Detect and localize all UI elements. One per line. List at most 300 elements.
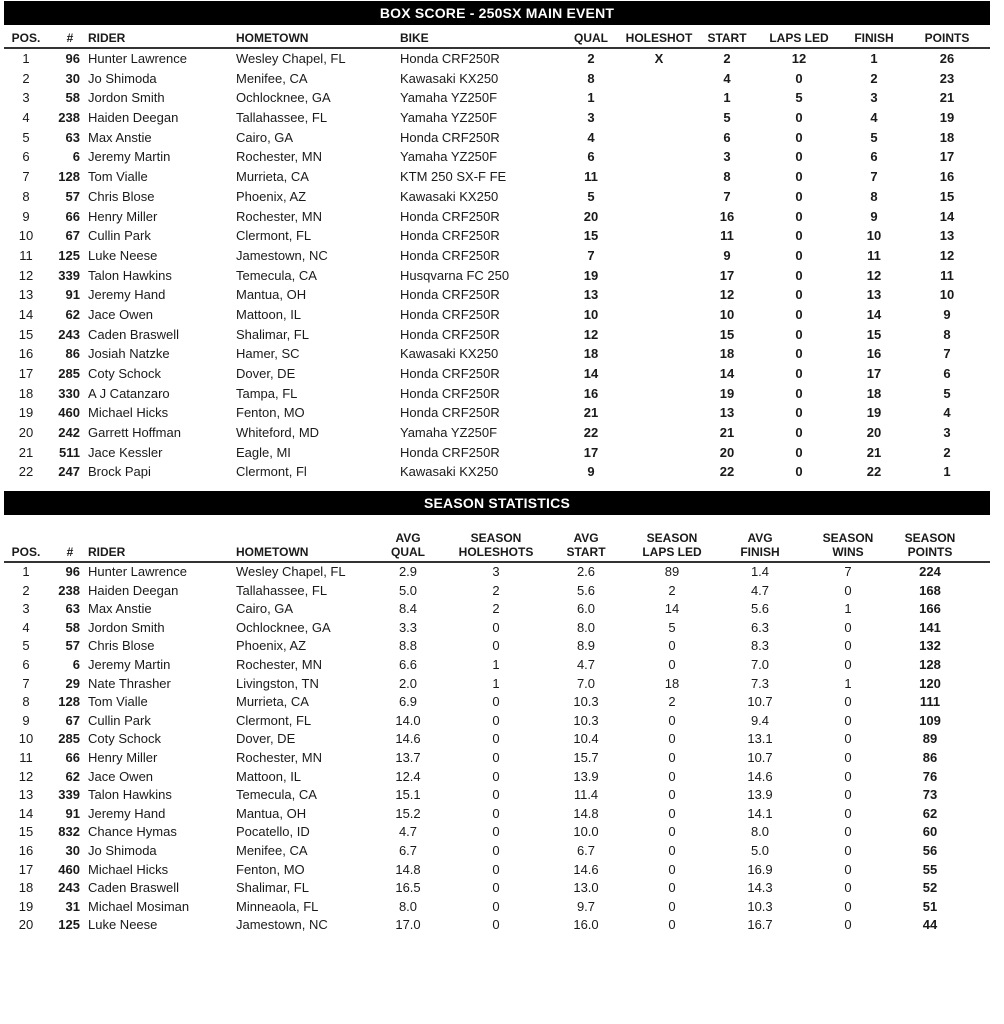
cell-hometown: Tallahassee, FL [236,110,328,126]
cell-rider: Garrett Hoffman [88,425,181,441]
col-header-season-wins [816,531,880,559]
cell-bike: Honda CRF250R [400,287,500,303]
cell-avg-finish: 14.1 [747,805,773,821]
header-line-1: AVG [573,531,599,545]
col-header-bike: BIKE [400,31,429,45]
cell-pos: 6 [22,656,30,672]
cell-season-points: 89 [922,731,938,747]
cell-season-laps-led: 0 [668,787,676,803]
cell-hometown: Temecula, CA [236,267,317,283]
cell-hometown: Jamestown, NC [236,247,328,263]
col-header-rider: RIDER [88,31,126,45]
cell-pos: 8 [22,188,30,204]
cell-avg-finish: 8.0 [750,824,770,840]
cell-pos: 7 [22,675,30,691]
cell-avg-start: 10.4 [573,731,599,747]
cell-pos: 2 [22,70,30,86]
cell-hometown: Hamer, SC [236,346,300,362]
cell-laps-led: 0 [795,70,803,86]
cell-finish: 9 [870,208,878,224]
cell-rider: Jace Owen [88,306,154,322]
cell-points: 16 [939,169,955,185]
cell-avg-finish: 5.6 [750,601,770,617]
cell-points: 14 [939,208,955,224]
season-stats-table-body [4,563,990,935]
header-line-1: SEASON [822,531,874,545]
cell-number: 96 [65,51,80,66]
cell-points: 12 [939,247,955,263]
cell-rider: Luke Neese [88,917,158,933]
cell-pos: 1 [22,564,30,579]
cell-qual: 19 [583,267,599,283]
cell-bike: Kawasaki KX250 [400,464,499,480]
cell-pos: 19 [18,405,34,421]
cell-avg-finish: 7.3 [750,675,770,691]
cell-laps-led: 0 [795,405,803,421]
cell-laps-led: 0 [795,366,803,381]
cell-season-laps-led: 89 [664,564,680,579]
cell-number: 29 [65,675,80,691]
cell-number: 6 [72,149,80,165]
cell-hometown: Ochlocknee, GA [236,90,331,106]
cell-season-laps-led: 0 [668,731,676,747]
cell-start: 19 [719,385,735,401]
cell-number: 242 [58,425,80,441]
cell-qual: 7 [587,247,595,263]
col-header-avg-finish [730,531,790,559]
cell-finish: 19 [866,405,882,421]
cell-avg-qual: 14.0 [395,712,421,728]
cell-pos: 7 [22,169,30,185]
cell-hometown: Mattoon, IL [236,306,302,322]
cell-pos: 14 [18,306,34,322]
col-header-hometown: HOMETOWN [236,545,309,559]
cell-number: 58 [65,90,80,106]
cell-number: 66 [65,208,80,224]
cell-pos: 14 [18,805,34,821]
cell-season-wins: 0 [844,731,852,747]
cell-start: 10 [719,306,735,322]
cell-number: 58 [65,619,80,635]
cell-points: 1 [943,464,951,480]
cell-start: 15 [719,326,735,342]
table-row [4,805,990,824]
cell-number: 30 [65,842,80,858]
cell-bike: Honda CRF250R [400,366,500,381]
header-line-2: POINTS [907,545,953,559]
cell-rider: Jordon Smith [88,619,165,635]
cell-avg-finish: 9.4 [750,712,770,728]
cell-avg-finish: 14.3 [747,880,773,896]
cell-avg-qual: 3.3 [398,619,418,635]
cell-finish: 13 [866,287,882,303]
cell-points: 18 [939,129,955,145]
cell-season-wins: 0 [844,917,852,933]
cell-qual: 2 [587,51,595,66]
cell-hometown: Shalimar, FL [236,326,309,342]
cell-avg-start: 6.7 [576,842,596,858]
cell-pos: 9 [22,712,30,728]
cell-bike: Yamaha YZ250F [400,149,498,165]
cell-season-holeshots: 0 [492,619,500,635]
cell-rider: Chris Blose [88,638,155,654]
col-header-hometown: HOMETOWN [236,31,309,45]
cell-season-holeshots: 0 [492,768,500,784]
cell-pos: 11 [19,247,33,263]
cell-number: 247 [58,464,80,480]
cell-rider: Michael Mosiman [88,898,190,914]
cell-number: 460 [58,861,80,877]
col-header-qual: QUAL [574,31,608,45]
cell-bike: Honda CRF250R [400,306,500,322]
cell-season-wins: 0 [844,880,852,896]
cell-avg-start: 8.9 [576,638,596,654]
cell-season-wins: 1 [844,675,852,691]
cell-hometown: Pocatello, ID [236,824,310,840]
cell-hometown: Eagle, MI [236,444,291,460]
cell-points: 17 [939,149,955,165]
cell-start: 12 [719,287,735,303]
cell-hometown: Clermont, Fl [236,464,307,480]
cell-hometown: Tallahassee, FL [236,582,328,598]
cell-finish: 21 [866,444,882,460]
cell-rider: Jace Owen [88,768,154,784]
cell-avg-qual: 2.9 [398,564,418,579]
cell-bike: Kawasaki KX250 [400,70,499,86]
cell-pos: 12 [18,768,34,784]
cell-start: 17 [719,267,735,283]
cell-pos: 5 [22,638,30,654]
cell-bike: Honda CRF250R [400,385,500,401]
cell-qual: 11 [584,169,598,185]
cell-pos: 8 [22,694,30,710]
cell-start: 9 [723,247,731,263]
cell-season-points: 52 [922,880,938,896]
cell-rider: Michael Hicks [88,861,169,877]
cell-rider: Jo Shimoda [88,842,157,858]
cell-rider: Max Anstie [88,129,152,145]
cell-season-wins: 0 [844,787,852,803]
cell-number: 243 [58,326,80,342]
cell-finish: 16 [866,346,882,362]
cell-season-points: 128 [919,656,941,672]
cell-season-wins: 0 [844,749,852,765]
cell-start: 5 [723,110,731,126]
cell-season-holeshots: 2 [492,582,500,598]
cell-rider: Cullin Park [88,712,151,728]
cell-hometown: Dover, DE [236,366,296,381]
cell-pos: 2 [22,582,30,598]
cell-qual: 20 [583,208,599,224]
cell-season-wins: 0 [844,768,852,784]
cell-pos: 20 [18,917,34,933]
col-header-holeshot: HOLESHOT [625,31,693,45]
cell-bike: Honda CRF250R [400,228,500,244]
cell-avg-start: 2.6 [576,564,596,579]
cell-hometown: Whiteford, MD [236,425,320,441]
cell-rider: Henry Miller [88,208,158,224]
cell-rider: Josiah Natzke [88,346,170,362]
table-row [4,898,990,917]
cell-pos: 18 [18,880,34,896]
cell-points: 21 [939,90,955,106]
cell-laps-led: 0 [795,385,803,401]
cell-bike: Kawasaki KX250 [400,346,499,362]
cell-number: 339 [58,787,80,803]
cell-season-holeshots: 0 [492,712,500,728]
cell-season-holeshots: 2 [492,601,500,617]
header-line-1: AVG [395,531,421,545]
cell-laps-led: 0 [795,110,803,126]
cell-pos: 19 [18,898,34,914]
cell-rider: Talon Hawkins [88,787,172,803]
cell-season-points: 56 [922,842,938,858]
cell-season-wins: 0 [844,656,852,672]
table-row [4,364,990,384]
cell-pos: 13 [18,787,34,803]
cell-number: 86 [65,346,80,362]
cell-season-laps-led: 0 [668,880,676,896]
cell-start: 11 [720,228,734,244]
cell-pos: 10 [18,731,34,747]
box-score-header-row [4,30,990,49]
cell-avg-start: 14.8 [573,805,599,821]
table-row [4,207,990,227]
table-row [4,749,990,768]
table-row [4,861,990,880]
table-row [4,842,990,861]
cell-season-points: 44 [922,917,938,933]
table-row [4,226,990,246]
cell-pos: 16 [18,842,34,858]
box-score-table-body [4,49,990,482]
cell-season-wins: 0 [844,694,852,710]
cell-number: 285 [58,366,80,381]
cell-bike: Husqvarna FC 250 [400,267,510,283]
cell-number: 62 [65,306,80,322]
cell-points: 15 [939,188,955,204]
cell-number: 63 [65,601,80,617]
cell-points: 6 [943,366,951,381]
col-header-number: # [66,31,74,45]
table-row [4,344,990,364]
cell-bike: Kawasaki KX250 [400,188,499,204]
table-row [4,462,990,482]
cell-season-holeshots: 3 [492,564,500,579]
table-row [4,563,990,582]
cell-holeshot: X [654,51,664,66]
cell-season-laps-led: 0 [668,712,676,728]
cell-avg-qual: 13.7 [395,749,421,765]
cell-avg-start: 14.6 [573,861,599,877]
cell-points: 11 [940,267,954,283]
col-header-avg-start [556,531,616,559]
cell-laps-led: 5 [795,90,803,106]
cell-avg-finish: 5.0 [750,842,770,858]
cell-hometown: Cairo, GA [236,129,294,145]
cell-qual: 21 [583,405,599,421]
cell-finish: 1 [870,51,878,66]
cell-rider: Haiden Deegan [88,110,179,126]
cell-season-wins: 0 [844,619,852,635]
table-row [4,675,990,694]
cell-hometown: Phoenix, AZ [236,638,307,654]
cell-start: 20 [719,444,735,460]
cell-avg-start: 13.9 [573,768,599,784]
cell-hometown: Wesley Chapel, FL [236,564,346,579]
table-row [4,916,990,935]
cell-start: 16 [719,208,735,224]
cell-rider: Chance Hymas [88,824,177,840]
cell-avg-finish: 10.3 [747,898,773,914]
cell-season-holeshots: 0 [492,731,500,747]
cell-qual: 1 [587,90,595,106]
cell-laps-led: 0 [795,247,803,263]
cell-finish: 15 [866,326,882,342]
cell-finish: 2 [870,70,878,86]
cell-rider: Nate Thrasher [88,675,171,691]
cell-rider: A J Catanzaro [88,385,170,401]
cell-season-laps-led: 0 [668,824,676,840]
cell-laps-led: 0 [795,228,803,244]
cell-season-laps-led: 0 [668,842,676,858]
cell-avg-start: 10.3 [573,712,599,728]
cell-season-laps-led: 5 [668,619,676,635]
table-row [4,69,990,89]
col-header-pos: POS. [11,545,41,559]
cell-rider: Tom Vialle [88,694,148,710]
cell-qual: 8 [587,70,595,86]
header-line-2: START [566,545,606,559]
cell-season-points: 168 [919,582,941,598]
cell-season-wins: 0 [844,638,852,654]
cell-season-points: 120 [919,675,941,691]
cell-qual: 14 [583,366,599,381]
cell-qual: 15 [583,228,599,244]
cell-laps-led: 0 [795,306,803,322]
cell-avg-finish: 1.4 [750,564,770,579]
cell-finish: 14 [866,306,882,322]
cell-season-points: 62 [922,805,938,821]
cell-hometown: Mattoon, IL [236,768,302,784]
cell-start: 8 [723,169,731,185]
cell-pos: 17 [18,366,34,381]
cell-number: 31 [65,898,80,914]
cell-avg-start: 16.0 [573,917,599,933]
cell-laps-led: 0 [795,149,803,165]
cell-avg-qual: 6.6 [398,656,418,672]
cell-number: 62 [65,768,80,784]
cell-pos: 9 [22,208,30,224]
cell-avg-qual: 15.2 [395,805,421,821]
cell-laps-led: 0 [795,326,803,342]
cell-season-holeshots: 0 [492,842,500,858]
cell-rider: Hunter Lawrence [88,564,187,579]
cell-qual: 6 [587,149,595,165]
cell-points: 5 [943,385,951,401]
cell-pos: 12 [18,267,34,283]
col-header-pos: POS. [11,31,41,45]
cell-avg-finish: 13.9 [747,787,773,803]
cell-season-wins: 0 [844,824,852,840]
cell-finish: 11 [867,247,881,263]
cell-number: 96 [65,564,80,579]
cell-avg-qual: 6.9 [398,694,418,710]
cell-finish: 18 [866,385,882,401]
cell-number: 66 [65,749,80,765]
cell-number: 330 [58,385,80,401]
cell-rider: Max Anstie [88,601,152,617]
cell-finish: 20 [866,425,882,441]
col-header-season-points [898,531,962,559]
header-line-1: SEASON [646,531,698,545]
cell-points: 9 [943,306,951,322]
cell-avg-finish: 8.3 [750,638,770,654]
cell-number: 832 [58,824,80,840]
cell-number: 238 [58,110,80,126]
cell-number: 339 [58,267,80,283]
col-header-finish: FINISH [854,31,894,45]
cell-hometown: Tampa, FL [236,385,298,401]
cell-season-points: 76 [922,768,938,784]
cell-pos: 16 [18,346,34,362]
cell-avg-start: 4.7 [576,656,596,672]
cell-number: 57 [65,638,80,654]
cell-season-holeshots: 0 [492,880,500,896]
cell-bike: Honda CRF250R [400,405,500,421]
table-row [4,879,990,898]
cell-hometown: Rochester, MN [236,208,322,224]
cell-number: 6 [72,656,80,672]
cell-pos: 18 [18,385,34,401]
table-row [4,637,990,656]
cell-avg-finish: 10.7 [747,694,773,710]
cell-points: 8 [943,326,951,342]
cell-season-holeshots: 0 [492,694,500,710]
table-row [4,823,990,842]
cell-hometown: Murrieta, CA [236,169,309,185]
cell-start: 3 [723,149,731,165]
col-header-season-holeshots [452,531,540,559]
cell-avg-finish: 10.7 [747,749,773,765]
cell-rider: Luke Neese [88,247,158,263]
cell-laps-led: 0 [795,169,803,185]
cell-pos: 15 [18,326,34,342]
box-score-title-bar [4,1,990,25]
cell-start: 14 [719,366,735,381]
cell-rider: Tom Vialle [88,169,148,185]
cell-qual: 5 [587,188,595,204]
table-row [4,600,990,619]
cell-number: 243 [58,880,80,896]
cell-rider: Jordon Smith [88,90,165,106]
cell-season-laps-led: 0 [668,749,676,765]
cell-number: 57 [65,188,80,204]
cell-avg-qual: 2.0 [398,675,418,691]
cell-rider: Jeremy Hand [88,805,166,821]
cell-season-laps-led: 14 [664,601,680,617]
cell-laps-led: 0 [795,208,803,224]
cell-rider: Jeremy Hand [88,287,166,303]
table-row [4,656,990,675]
col-header-laps-led: LAPS LED [769,31,829,45]
cell-number: 30 [65,70,80,86]
cell-season-wins: 0 [844,712,852,728]
cell-season-holeshots: 0 [492,749,500,765]
cell-points: 7 [943,346,951,362]
cell-season-points: 109 [919,712,941,728]
cell-hometown: Dover, DE [236,731,296,747]
